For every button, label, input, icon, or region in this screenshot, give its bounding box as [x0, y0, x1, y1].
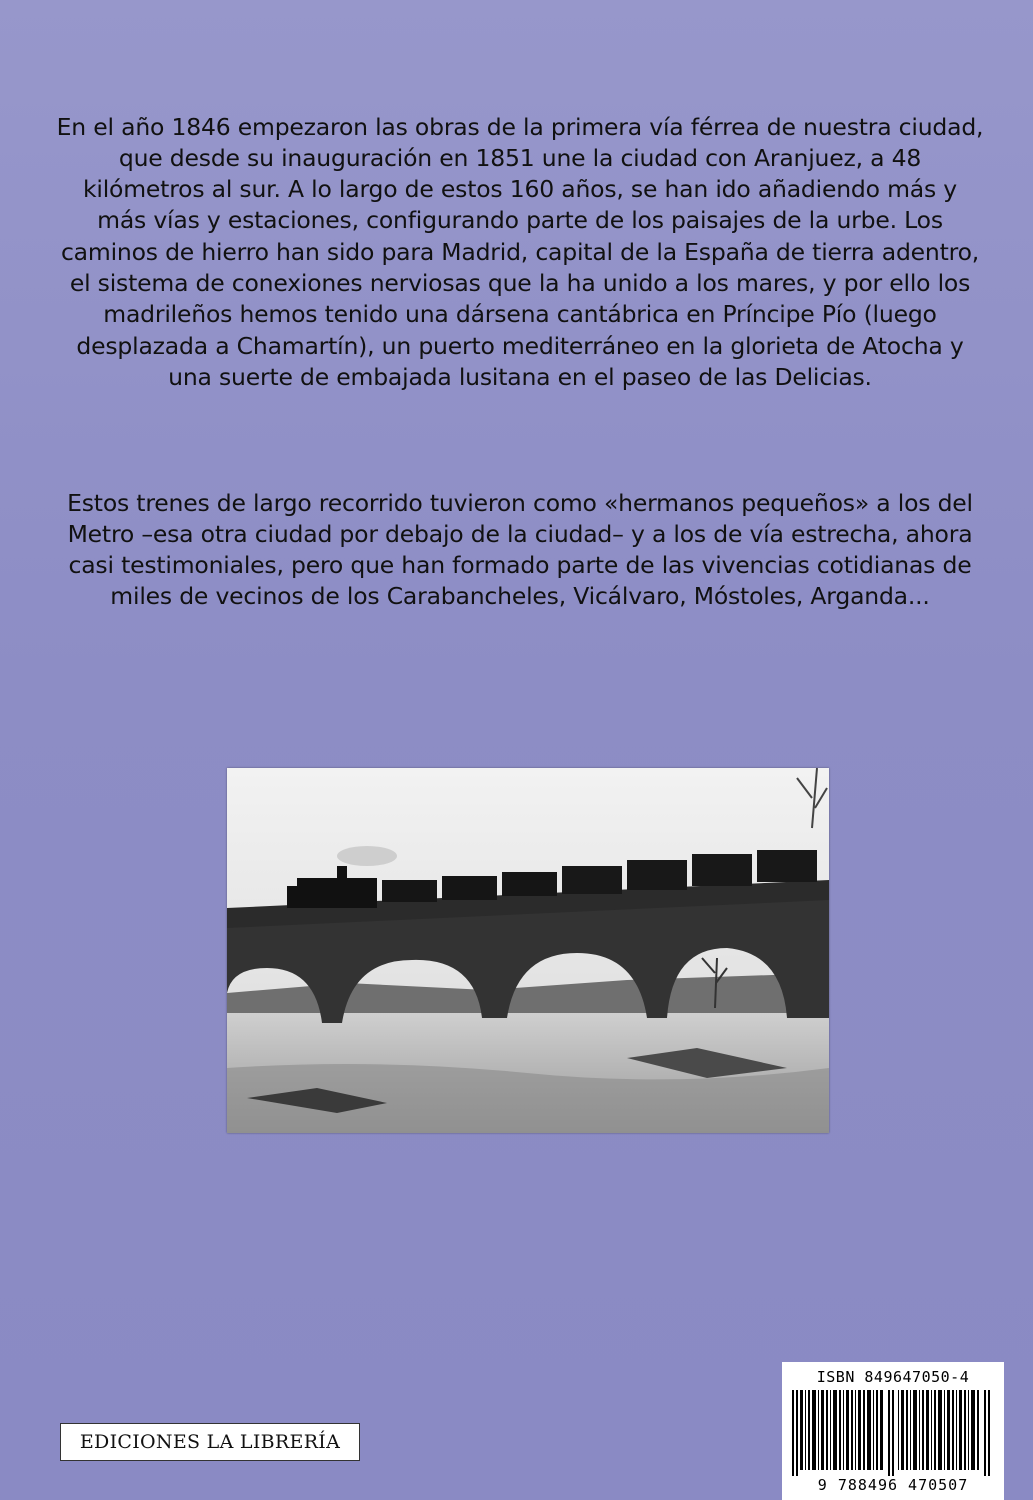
publisher-logo: EDICIONES LA LIBRERÍA: [60, 1423, 360, 1461]
train-bridge-photo: [227, 768, 829, 1133]
isbn-barcode: [782, 1362, 1004, 1500]
barcode-icon: [790, 1390, 996, 1476]
description-paragraph-1: En el año 1846 empezaron las obras de la primera vía férrea de nuestra ciudad, que desde su inauguración en 1851 une la ciudad con Aranjuez, a 48 kilómetros al sur. A lo largo de estos 160 años, se han ido añadiendo más y más vías y estaciones, configurando parte de los paisajes de la urbe. Los caminos de hierro han sido para Madrid, capital de la España de tierra adentro, el sistema de conexiones nerviosas que la ha unido a los mares, y por ello los madrileños hemos tenido una dársena cantábrica en Príncipe Pío (luego desplazada a Chamartín), un puerto mediterráneo en la glorieta de Atocha y una suerte de embajada lusitana en el paseo de las Delicias.: [56, 112, 984, 391]
isbn-label: ISBN 849647050-4: [816, 1368, 970, 1386]
barcode-digits: 9 788496 470507: [817, 1476, 969, 1494]
description-paragraph-2: Estos trenes de largo recorrido tuvieron como «hermanos pequeños» a los del Metro –esa otra ciudad por debajo de la ciudad– y a los de vía estrecha, ahora casi testimoniales, pero que han formado parte de las vivencias cotidianas de miles de vecinos de los Carabancheles, Vicálvaro, Móstoles, Arganda...: [67, 488, 973, 611]
train-on-bridge-photo-icon: [227, 768, 829, 1133]
